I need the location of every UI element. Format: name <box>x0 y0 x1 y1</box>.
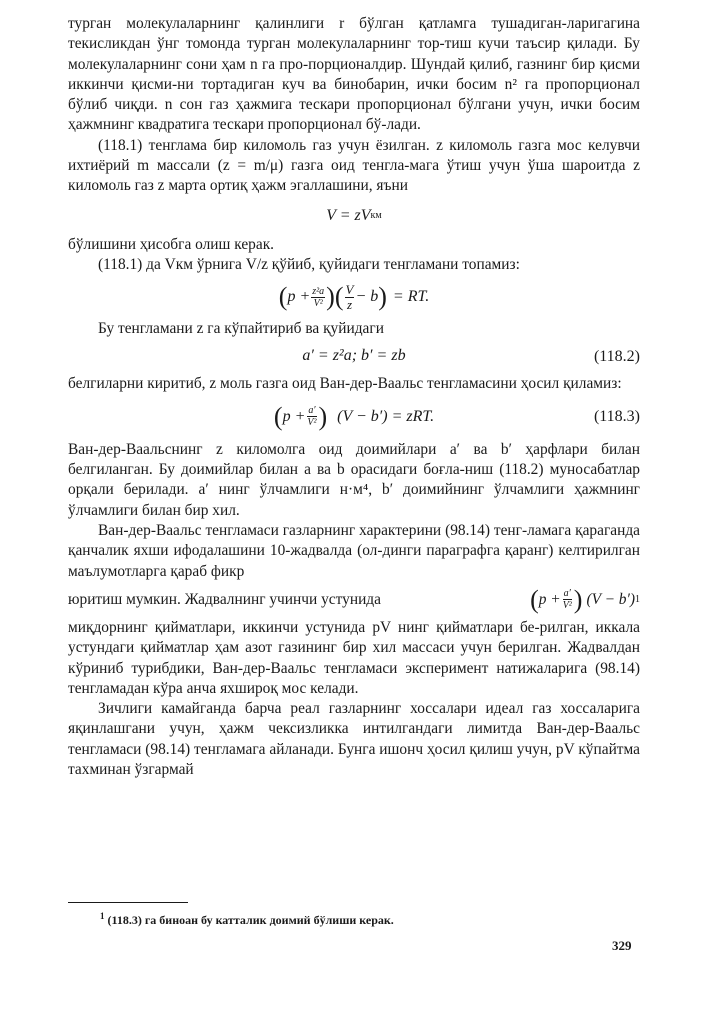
inline-equation <box>530 584 640 614</box>
equation-v <box>68 199 640 233</box>
eq-main-vfrac-den: z <box>346 296 352 312</box>
eq-main-frac-num: z²a <box>312 285 325 297</box>
paren-open-icon: ( <box>273 401 283 431</box>
inline-eq-frac-den: V² <box>562 600 572 612</box>
inline-eq-frac-num: a′ <box>563 588 571 600</box>
paragraph-3: бўлишини ҳисобга олиш керак. <box>68 235 275 253</box>
eq-118-3-p: p + <box>282 407 306 425</box>
paragraph-8b-line <box>68 582 640 618</box>
eq-118-3-frac <box>306 405 317 428</box>
equation-v-sub: км <box>370 209 382 221</box>
equation-v-lhs: V = zV <box>326 206 371 224</box>
paragraph-1: турган молекулаларнинг қалинлиги r бўлган қатламга тушадиган-ларигагина текисликдан ўнг томонда турган молекулаларнинг тор-тиш кучи таъсир қилади. Бу молекулаларнинг сони ҳам n га про-порционалдир. Шундай қилиб, газнинг бир қисми иккинчи қисми-ни тортадиган куч ва бинобарин, ички босим n² га пропорционал бўлиб чиқди. n сон газ ҳажмига тескари пропорционал бўлгани учун, ички босим ҳажмнинг квадратига тескари пропорционал бў-лади. <box>68 15 640 134</box>
eq-118-3-number: (118.3) <box>593 407 640 425</box>
eq-main-frac <box>311 286 325 309</box>
paragraph-8c: миқдорнинг қийматлари, иккинчи устунида pV нинг қийматлари бе-рилган, иккала устундаги қийматлар ҳам азот газининг бир хил массаси учун берилган. Жадвалдан кўриниб турибдики, Ван-дер-Ваальс тенгламаси эксперимент натижаларига (98.14) тенгламадан кўра анча яхшироқ мос келади. <box>68 618 640 697</box>
paren-open-icon: ( <box>278 282 288 312</box>
paragraph-8b-lead: юритиш мумкин. Жадвалнинг учинчи устунида <box>68 590 381 608</box>
eq-118-3-frac-den: V² <box>307 417 317 429</box>
paren-close-icon: ) <box>318 401 328 431</box>
eq-main-rhs: = RT. <box>392 288 430 306</box>
paren-open-icon: ( <box>530 584 539 614</box>
paragraph-7: Ван-дер-Ваальснинг z киломолга оид доимийлари a′ ва b′ ҳарфлари билан белгиланган. Бу доимийлар билан a ва b орасидаги боғла-ниш (118.2) муносабатлар орқали берилади. a′ нинг ўлчамлиги н·м⁴, b′ доимийнинг ўлчамлиги ҳажмнинг ўлчамлиги билан бир хил. <box>68 440 640 519</box>
page-number: 329 <box>612 938 632 953</box>
inline-eq-footnote-mark: 1 <box>635 593 640 605</box>
paren-close-icon: ) <box>573 584 583 614</box>
equation-118-3 <box>68 396 640 438</box>
eq-main-p: p + <box>287 288 311 306</box>
paren-close-icon: ) <box>378 282 387 312</box>
eq-118-3-frac-num: a′ <box>308 405 316 417</box>
inline-eq-rest: (V − b′) <box>586 590 635 608</box>
footnote-text: (118.3) га биноан бу катталик доимий бўлиши керак. <box>107 913 394 927</box>
inline-eq-p: p + <box>538 590 561 608</box>
paragraph-5: Бу тенгламани z га кўпайтириб ва қуйидаги <box>98 320 384 338</box>
equation-main <box>68 277 640 317</box>
eq-118-2-number: (118.2) <box>593 347 640 365</box>
eq-main-frac-den: V² <box>313 297 323 309</box>
eq-118-3-rest: (V − b′) = zRT. <box>337 407 435 425</box>
eq-118-2-text: a′ = z²a; b′ = zb <box>302 347 406 365</box>
inline-eq-frac <box>562 588 573 611</box>
page-body <box>68 14 640 780</box>
equation-118-2 <box>68 342 640 372</box>
footnote-divider <box>68 902 188 903</box>
paragraph-6: белгиларни киритиб, z моль газга оид Ван-дер-Ваальс тенгламасини ҳосил қиламиз: <box>68 374 622 392</box>
eq-main-vfrac-num: V <box>345 281 354 297</box>
paren-open-icon: ( <box>334 282 344 312</box>
paragraph-4: (118.1) да Vкм ўрнига V/z қўйиб, қуйидаги тенгламани топамиз: <box>98 255 520 273</box>
footnote-mark: 1 <box>100 911 105 921</box>
footnote <box>100 908 620 928</box>
paragraph-9: Зичлиги камайганда барча реал газларнинг хоссалари идеал газ хоссаларига яқинлашгани учун, ҳажм чексизликка интилгандаги лимитда Ван-дер-Ваальс тенгламаси (98.14) тенгламага айланади. Бунга ишонч ҳосил қилиш учун, pV кўпайтма тахминан ўзгармай <box>68 700 640 779</box>
paragraph-2: (118.1) тенглама бир киломоль газ учун ёзилган. z киломоль газга мос келувчи ихтиёрий m массали (z = m/μ) газга оид тенгла-мага ўтиш учун ўша шароитда z киломоль газ z марта ортиқ ҳажм эгаллашини, яъни <box>68 136 640 195</box>
paren-close-icon: ) <box>326 282 335 312</box>
eq-main-minus-b: − b <box>355 288 379 306</box>
eq-main-vfrac <box>345 283 355 312</box>
paragraph-8a: Ван-дер-Ваальс тенгламаси газларнинг характерини (98.14) тенг-ламага қараганда қанчалик яхши ифодалашини 10-жадвалда (ол-динги параграфга қаранг) келтирилган маълумотларга қараб фикр <box>68 522 640 580</box>
